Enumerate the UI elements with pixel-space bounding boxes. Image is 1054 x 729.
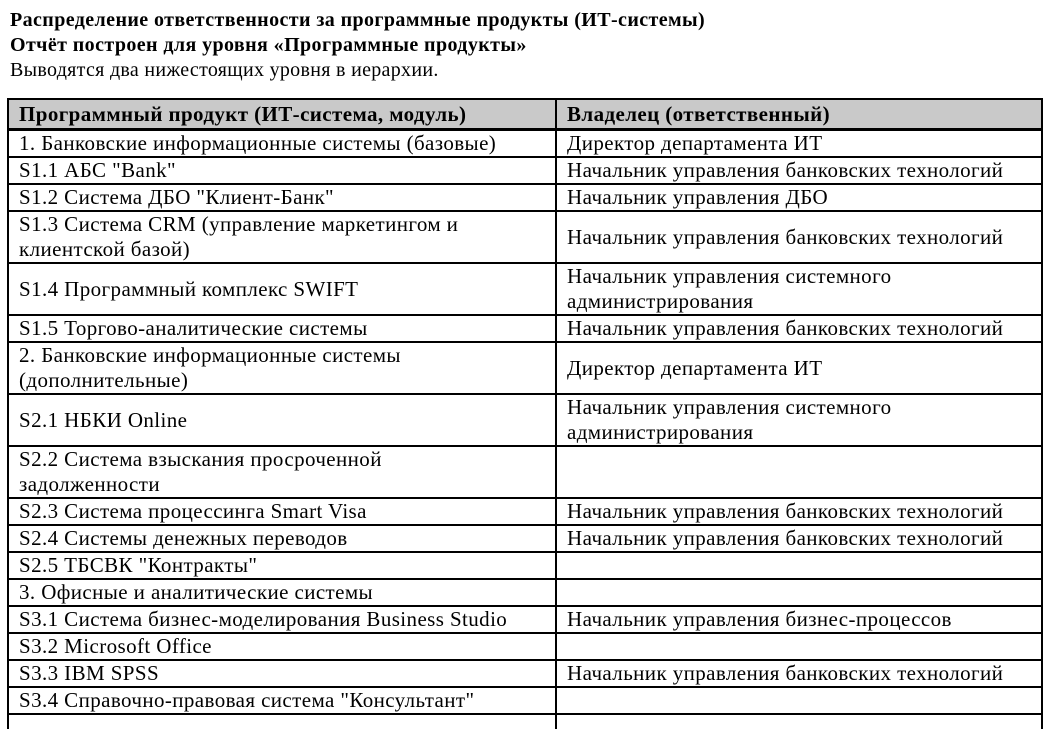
product-cell [8,714,556,729]
product-cell: S1.2 Система ДБО "Клиент-Банк" [8,184,556,211]
product-cell: 2. Банковские информационные системы (дополнительные) [8,342,556,394]
report-title: Распределение ответственности за программные продукты (ИТ-системы) [10,9,706,31]
product-cell: S1.5 Торгово-аналитические системы [8,315,556,342]
table-row [8,157,1042,184]
owner-cell: Начальник управления банковских технологий [556,525,1042,552]
product-cell: S3.4 Справочно-правовая система "Консультант" [8,687,556,714]
table-row [8,130,1042,158]
table-row [8,394,1042,446]
product-cell: S1.4 Программный комплекс SWIFT [8,263,556,315]
table-row [8,687,1042,714]
owner-cell [556,579,1042,606]
table-row [8,263,1042,315]
product-cell: 3. Офисные и аналитические системы [8,579,556,606]
product-cell: S2.1 НБКИ Online [8,394,556,446]
product-cell: S3.1 Система бизнес-моделирования Business Studio [8,606,556,633]
table-row-partial [8,714,1042,729]
product-cell: S2.4 Системы денежных переводов [8,525,556,552]
table-row [8,525,1042,552]
owner-cell [556,633,1042,660]
table-row [8,633,1042,660]
table-header-row [8,99,1042,130]
column-header-owner: Владелец (ответственный) [556,99,1042,130]
product-cell: S2.3 Система процессинга Smart Visa [8,498,556,525]
table-row [8,342,1042,394]
table-row [8,552,1042,579]
owner-cell: Начальник управления системного администрирования [556,263,1042,315]
owner-cell: Начальник управления банковских технологий [556,211,1042,263]
product-cell: 1. Банковские информационные системы (базовые) [8,130,556,158]
table-row [8,606,1042,633]
report-subtitle: Отчёт построен для уровня «Программные продукты» [10,34,527,56]
owner-cell: Начальник управления банковских технологий [556,660,1042,687]
responsibility-table [7,98,1043,729]
owner-cell [556,714,1042,729]
owner-cell [556,446,1042,498]
product-cell: S1.1 АБС "Bank" [8,157,556,184]
table-row [8,446,1042,498]
owner-cell: Начальник управления ДБО [556,184,1042,211]
owner-cell [556,687,1042,714]
owner-cell [556,552,1042,579]
column-header-product: Программный продукт (ИТ-система, модуль) [8,99,556,130]
product-cell: S3.3 IBM SPSS [8,660,556,687]
product-cell: S2.5 ТБСВК "Контракты" [8,552,556,579]
owner-cell: Начальник управления банковских технологий [556,157,1042,184]
owner-cell: Директор департамента ИТ [556,342,1042,394]
table-row [8,498,1042,525]
product-cell: S3.2 Microsoft Office [8,633,556,660]
product-cell: S2.2 Система взыскания просроченной задолженности [8,446,556,498]
table-body [8,130,1042,729]
table-row [8,184,1042,211]
owner-cell: Начальник управления банковских технологий [556,498,1042,525]
owner-cell: Директор департамента ИТ [556,130,1042,158]
owner-cell: Начальник управления бизнес-процессов [556,606,1042,633]
report-note: Выводятся два нижестоящих уровня в иерархии. [10,59,439,81]
table-row [8,660,1042,687]
owner-cell: Начальник управления банковских технологий [556,315,1042,342]
table-row [8,579,1042,606]
table-row [8,315,1042,342]
owner-cell: Начальник управления системного администрирования [556,394,1042,446]
table-row [8,211,1042,263]
report-header [10,8,1054,83]
product-cell: S1.3 Система CRM (управление маркетингом и клиентской базой) [8,211,556,263]
